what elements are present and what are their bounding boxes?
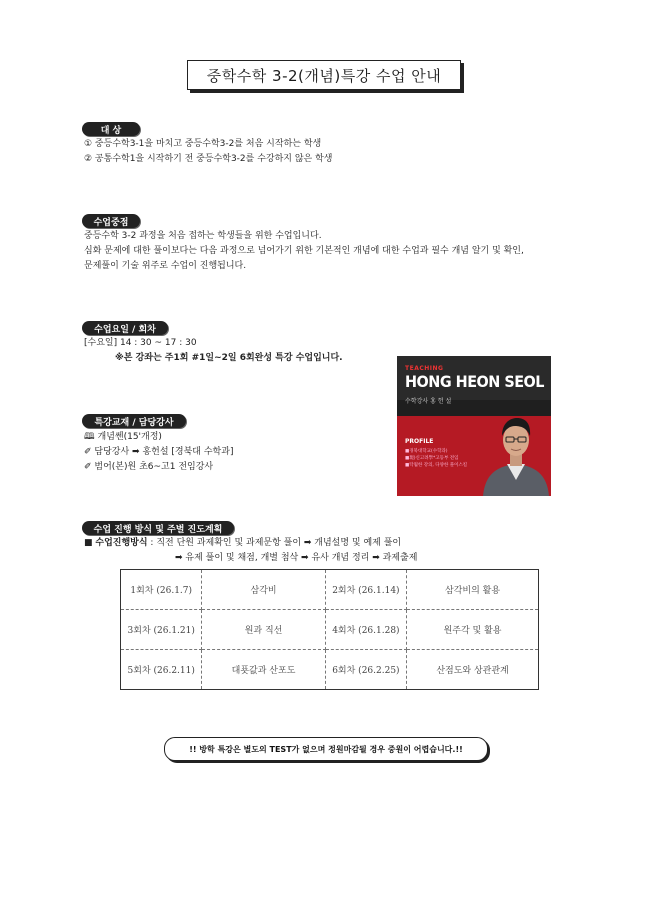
focus-label: 수업중점	[82, 214, 140, 228]
topic-cell: 원주각 및 활용	[407, 610, 539, 650]
card-teaching: TEACHING	[405, 365, 444, 372]
session-schedule-table	[120, 569, 539, 690]
topic-cell: 원과 직선	[202, 610, 325, 650]
page-title: 중학수학 3-2(개념)특강 수업 안내	[187, 60, 461, 90]
topic-cell: 삼각비	[202, 570, 325, 610]
table-row	[121, 570, 539, 610]
class-time: [수요일] 14 : 30 ~ 17 : 30	[84, 338, 197, 348]
materials-label: 특강교재 / 담당강사	[82, 414, 186, 428]
card-profile-line-1: ■경북대학교(수학과)	[405, 449, 448, 454]
session-cell: 4회차 (26.1.28)	[325, 610, 406, 650]
card-profile-line-3: ■탁월한 강의, 다양한 풀이스킬	[405, 463, 468, 468]
card-instructor-name: HONG HEON SEOL	[405, 372, 544, 391]
target-label: 대 상	[82, 122, 140, 136]
topic-cell: 산점도와 상관관계	[407, 650, 539, 690]
card-profile-label: PROFILE	[405, 438, 434, 445]
class-note: ※본 강좌는 주1회 #1일~2일 6회완성 특강 수업입니다.	[115, 353, 343, 363]
table-row	[121, 650, 539, 690]
materials-line-2: ✐ 담당강사 ➡ 홍헌설 [경북대 수학과]	[84, 447, 234, 457]
method-line-1: ■ 수업진행방식 : 직전 단원 과제확인 및 과제문항 풀이 ➡ 개념설명 및 예제 풀이	[84, 538, 402, 548]
target-line-1: ① 중등수학3-1을 마치고 중등수학3-2를 처음 시작하는 학생	[84, 139, 322, 149]
session-cell: 1회차 (26.1.7)	[121, 570, 202, 610]
book-icon: 🕮	[84, 432, 95, 442]
focus-line-2: 심화 문제에 대한 풀이보다는 다음 과정으로 넘어가기 위한 기본적인 개념에 대한 수업과 필수 개념 알기 및 확인,	[84, 246, 524, 256]
method-line-2: ➡ 유제 풀이 및 채점, 개별 첨삭 ➡ 유사 개념 정리 ➡ 과제출제	[175, 553, 418, 563]
topic-cell: 삼각비의 활용	[407, 570, 539, 610]
materials-line-3: ✐ 범어(본)원 초6~고1 전임강사	[84, 462, 214, 472]
card-profile-line-2: ■現)신고려學*고등부 전임	[405, 456, 459, 461]
schedule-label: 수업요일 / 회차	[82, 321, 168, 335]
checkbox-icon: ■	[84, 538, 93, 548]
instructor-photo-card	[397, 356, 551, 496]
materials-line-1: 🕮 개념쎈(15'개정)	[84, 432, 162, 442]
method-label: 수업 진행 방식 및 주별 진도계획	[82, 521, 234, 535]
focus-line-3: 문제풀이 기술 위주로 수업이 진행됩니다.	[84, 261, 247, 271]
instructor-photo	[481, 408, 551, 496]
target-line-2: ② 공통수학1을 시작하기 전 중등수학3-2를 수강하지 않은 학생	[84, 154, 333, 164]
pencil-icon: ✐	[84, 462, 92, 472]
topic-cell: 대푯값과 산포도	[202, 650, 325, 690]
pencil-icon: ✐	[84, 447, 92, 457]
notice-banner: !! 방학 특강은 별도의 TEST가 없으며 정원마감될 경우 중원이 어렵습니다.!!	[164, 737, 488, 761]
session-cell: 3회차 (26.1.21)	[121, 610, 202, 650]
session-cell: 5회차 (26.2.11)	[121, 650, 202, 690]
card-subtitle: 수학강사 홍 헌 설	[405, 398, 452, 405]
focus-line-1: 중등수학 3-2 과정을 처음 접하는 학생들을 위한 수업입니다.	[84, 231, 322, 241]
table-row	[121, 610, 539, 650]
session-cell: 2회차 (26.1.14)	[325, 570, 406, 610]
session-cell: 6회차 (26.2.25)	[325, 650, 406, 690]
